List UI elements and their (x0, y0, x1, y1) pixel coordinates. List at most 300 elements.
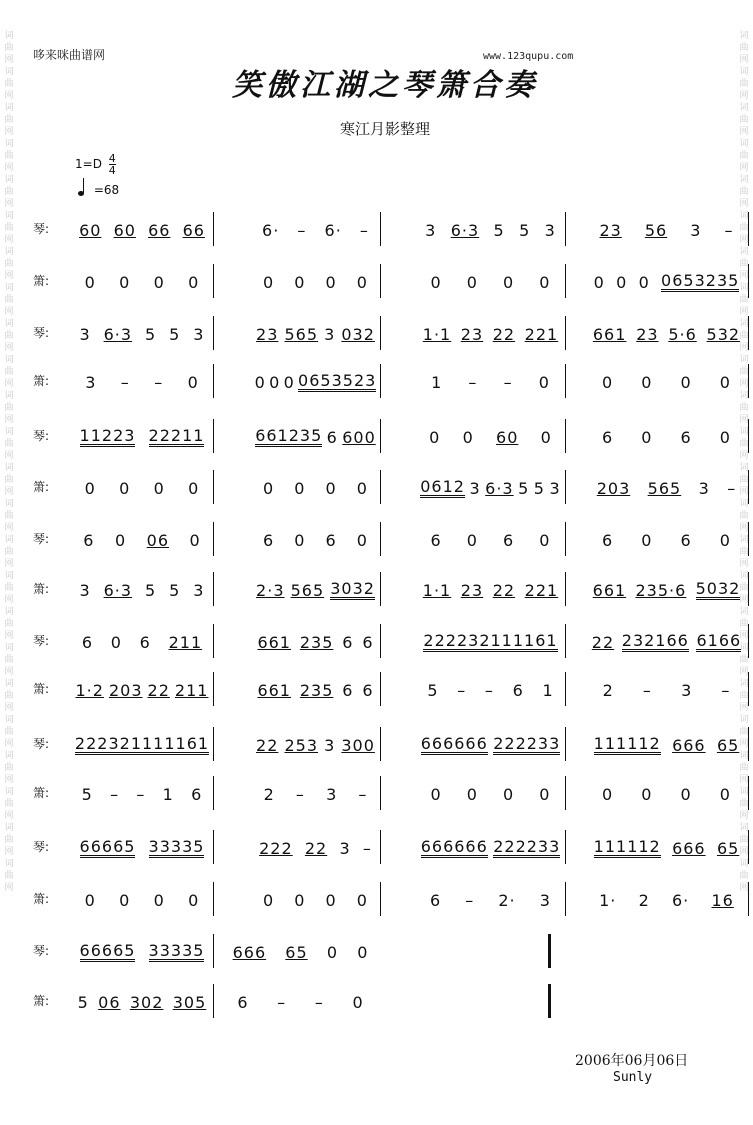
note-group: 222 (259, 838, 293, 858)
bar-line (213, 672, 214, 706)
bar-line (380, 624, 381, 658)
note-group: – (297, 220, 307, 240)
bar-line (748, 572, 749, 606)
watermark-char: 曲 (739, 367, 749, 377)
note-group: 3 (698, 478, 710, 498)
note-group: 0 (466, 784, 478, 804)
note-group: 0 (357, 942, 369, 962)
watermark-char: 曲 (4, 403, 14, 413)
measure (73, 218, 211, 242)
measure (73, 630, 211, 654)
note-group: 0 (188, 272, 200, 292)
bar-line (213, 572, 214, 606)
note-group: 0 (503, 272, 515, 292)
note-group: 0 (153, 478, 165, 498)
note-group: 0 (719, 530, 731, 550)
note-group: 1 (162, 784, 174, 804)
note-group: 222233 (493, 837, 561, 856)
note-group: 0 (466, 272, 478, 292)
watermark-char: 曲 (4, 799, 14, 809)
note-group: – (154, 372, 164, 392)
note-group: 0 (294, 530, 306, 550)
watermark-char: 词 (4, 679, 14, 689)
note-group: 66 (182, 220, 205, 240)
note-group: – (295, 784, 305, 804)
note-group: 6· (672, 890, 690, 910)
watermark-char: 词 (739, 283, 749, 293)
watermark-char: 曲 (739, 619, 749, 629)
watermark-char: 曲 (4, 475, 14, 485)
watermark-char: 词 (739, 391, 749, 401)
note-group: – (642, 680, 652, 700)
watermark-char: 网 (4, 415, 14, 425)
bar-line (380, 672, 381, 706)
watermark-char: 网 (4, 631, 14, 641)
score-row (33, 678, 731, 702)
note-group: – (362, 838, 372, 858)
bar-line (213, 776, 214, 810)
measure (253, 528, 378, 552)
watermark-char: 词 (739, 427, 749, 437)
note-group: 0 (110, 632, 122, 652)
bar-line (565, 212, 566, 246)
measure (73, 733, 211, 757)
watermark-char: 网 (739, 343, 749, 353)
measure (418, 322, 563, 346)
note-group: 1 (431, 372, 443, 392)
watermark-char: 词 (4, 499, 14, 509)
note-group: 0 (593, 272, 605, 292)
bar-line (380, 316, 381, 350)
note-group: 0 (325, 890, 337, 910)
watermark-char: 曲 (4, 223, 14, 233)
note-group: 6 (342, 632, 354, 652)
score-row (33, 888, 734, 912)
note-group: – (358, 784, 368, 804)
note-group: 235 (299, 680, 334, 700)
note-group: 22 (591, 632, 615, 652)
bar-line (748, 522, 749, 556)
bar-line (748, 776, 749, 810)
note-group: 6· (262, 220, 280, 240)
note-group: 0 (119, 890, 131, 910)
measure (253, 578, 378, 602)
measure (73, 528, 211, 552)
note-group: 60 (496, 427, 519, 447)
bar-line (748, 727, 749, 761)
watermark-char: 网 (739, 163, 749, 173)
note-group: 6166 (696, 631, 742, 650)
note-group: 203 (108, 680, 143, 700)
score-row (33, 370, 731, 394)
note-group: 0 (294, 272, 306, 292)
note-group: 6 (503, 530, 515, 550)
note-group: – (503, 372, 513, 392)
note-group: 3 (469, 478, 481, 498)
footer-date: 2006年06月06日 (575, 1053, 689, 1069)
watermark-char: 曲 (739, 223, 749, 233)
watermark-char: 网 (4, 343, 14, 353)
score-row (33, 218, 734, 242)
watermark-char: 网 (739, 631, 749, 641)
measure (588, 218, 745, 242)
note-group: 0653235 (661, 271, 740, 290)
note-group: – (484, 680, 494, 700)
note-group: 6 (81, 632, 94, 652)
measure (73, 578, 211, 602)
bar-line (380, 419, 381, 453)
note-group: 06 (98, 992, 121, 1012)
watermark-char: 曲 (4, 583, 14, 593)
note-group: 3 (425, 220, 437, 240)
watermark-char: 网 (739, 667, 749, 677)
note-group: 5 (519, 220, 531, 240)
watermark-char: 曲 (4, 655, 14, 665)
bar-line (565, 364, 566, 398)
instrument-label: 琴: (33, 944, 50, 958)
bar-line (213, 882, 214, 916)
note-group: 0 (263, 272, 275, 292)
bar-line (748, 316, 749, 350)
watermark-char: 曲 (4, 151, 14, 161)
watermark-char: 词 (739, 679, 749, 689)
note-group: 5 (427, 680, 439, 700)
watermark-char: 网 (4, 847, 14, 857)
note-group: – (359, 220, 369, 240)
note-group: 66665 (79, 941, 136, 960)
note-group: 0 (294, 478, 306, 498)
bar-line (565, 830, 566, 864)
note-group: 661 (257, 680, 291, 700)
note-group: 0 (719, 784, 731, 804)
arranger-credit: 寒江月影整理 (339, 120, 430, 138)
note-group: 6 (342, 680, 354, 700)
note-group: 232166 (621, 631, 689, 650)
watermark-char: 词 (4, 571, 14, 581)
watermark-char: 词 (4, 787, 14, 797)
note-group: 2 (638, 890, 650, 910)
watermark-char: 网 (4, 811, 14, 821)
watermark-char: 曲 (739, 547, 749, 557)
watermark-char: 网 (739, 883, 749, 893)
instrument-label: 箫: (33, 582, 50, 596)
watermark-char: 曲 (739, 439, 749, 449)
note-group: 666666 (420, 837, 488, 856)
measure (253, 218, 378, 242)
score-row (33, 425, 731, 449)
watermark-char: 网 (4, 199, 14, 209)
watermark-char: 网 (739, 307, 749, 317)
instrument-label: 琴: (33, 222, 50, 236)
note-group: 6·3 (485, 478, 514, 498)
bar-line (548, 934, 551, 968)
note-group: 22 (492, 324, 516, 344)
note-group: 6 (680, 427, 692, 447)
time-denominator: 4 (108, 164, 116, 177)
measure (418, 678, 563, 702)
right-watermark (737, 30, 751, 894)
measure (418, 425, 563, 449)
note-group: 2 (602, 680, 614, 700)
measure (73, 322, 211, 346)
watermark-char: 网 (739, 91, 749, 101)
measure (73, 270, 211, 294)
watermark-char: 词 (4, 823, 14, 833)
note-group: 11223 (79, 426, 136, 445)
bar-line (213, 316, 214, 350)
watermark-char: 词 (4, 607, 14, 617)
note-group: – (721, 680, 731, 700)
watermark-char: 网 (4, 235, 14, 245)
watermark-char: 曲 (739, 331, 749, 341)
watermark-char: 曲 (739, 403, 749, 413)
measure (73, 940, 211, 964)
watermark-char: 词 (739, 319, 749, 329)
note-group: 253 (284, 735, 319, 755)
note-group: 2· (498, 890, 516, 910)
note-group: 0 (325, 272, 337, 292)
note-group: 0 (641, 530, 653, 550)
watermark-char: 网 (4, 163, 14, 173)
bar-line (380, 776, 381, 810)
note-group: – (457, 680, 467, 700)
score-row (33, 322, 741, 346)
watermark-char: 网 (739, 703, 749, 713)
note-group: 5032 (695, 579, 741, 598)
bar-line (748, 264, 749, 298)
note-group: 565 (284, 324, 319, 344)
note-group: 300 (341, 735, 375, 755)
note-group: 0 (680, 784, 692, 804)
watermark-char: 曲 (4, 115, 14, 125)
watermark-char: 网 (4, 55, 14, 65)
note-group: 0 (119, 272, 131, 292)
watermark-char: 曲 (4, 295, 14, 305)
measure (253, 836, 378, 860)
watermark-char: 网 (739, 271, 749, 281)
note-group: 65 (285, 942, 308, 962)
watermark-char: 曲 (739, 295, 749, 305)
note-group: 0 (325, 478, 337, 498)
time-signature (109, 153, 116, 176)
note-group: 1 (542, 680, 554, 700)
watermark-char: 词 (739, 103, 749, 113)
note-group: – (727, 478, 737, 498)
watermark-char: 曲 (739, 655, 749, 665)
instrument-label: 箫: (33, 994, 50, 1008)
measure (418, 836, 563, 860)
bar-line (565, 776, 566, 810)
note-group: 0 (462, 427, 474, 447)
measure (73, 782, 211, 806)
measure (253, 888, 378, 912)
watermark-char: 词 (4, 67, 14, 77)
note-group: – (120, 372, 130, 392)
note-group: 3 (324, 324, 336, 344)
watermark-char: 曲 (739, 763, 749, 773)
bar-line (380, 572, 381, 606)
instrument-label: 箫: (33, 274, 50, 288)
watermark-char: 曲 (4, 691, 14, 701)
note-group: 6·3 (103, 324, 133, 344)
watermark-char: 网 (4, 883, 14, 893)
note-group: 0 (84, 478, 96, 498)
watermark-char: 词 (739, 463, 749, 473)
note-group: 6 (325, 530, 337, 550)
note-group: 235 (299, 632, 334, 652)
bar-line (548, 984, 551, 1018)
note-group: 0 (466, 530, 478, 550)
note-group: 600 (342, 427, 376, 447)
measure (418, 888, 563, 912)
watermark-char: 词 (739, 751, 749, 761)
note-group: 0 (153, 272, 165, 292)
note-group: – (136, 784, 146, 804)
measure (588, 476, 745, 500)
note-group: 60 (113, 220, 136, 240)
measure (418, 270, 563, 294)
bar-line (213, 212, 214, 246)
score-row (33, 990, 723, 1014)
watermark-char: 曲 (739, 43, 749, 53)
bar-line (748, 364, 749, 398)
measure (418, 528, 563, 552)
note-group: 3 (79, 324, 91, 344)
watermark-char: 曲 (4, 511, 14, 521)
watermark-char: 网 (4, 307, 14, 317)
score-row (33, 836, 740, 860)
note-group: 3 (690, 220, 702, 240)
watermark-char: 曲 (739, 259, 749, 269)
measure (73, 425, 211, 449)
watermark-char: 曲 (4, 871, 14, 881)
measure (418, 476, 563, 500)
watermark-char: 曲 (4, 43, 14, 53)
note-group: 22211 (148, 426, 205, 445)
note-group: 235·6 (635, 580, 687, 600)
note-group: 0 (153, 890, 165, 910)
note-group: 661 (257, 632, 291, 652)
watermark-char: 曲 (4, 547, 14, 557)
note-group: 33335 (148, 941, 205, 960)
note-group: 5 (169, 324, 181, 344)
bar-line (380, 364, 381, 398)
measure (253, 425, 378, 449)
note-group: 6·3 (450, 220, 480, 240)
watermark-char: 网 (739, 487, 749, 497)
note-group: 0 (254, 372, 266, 392)
measure (223, 940, 378, 964)
bar-line (213, 264, 214, 298)
watermark-char: 网 (739, 559, 749, 569)
bar-line (380, 470, 381, 504)
note-group: 0653523 (298, 371, 377, 390)
bar-line (748, 212, 749, 246)
note-group: 0 (616, 272, 628, 292)
site-url: www.123qupu.com (483, 51, 574, 62)
bar-line (748, 830, 749, 864)
bar-line (748, 624, 749, 658)
measure (73, 888, 211, 912)
score-row (33, 782, 731, 806)
note-group: 0 (540, 427, 552, 447)
watermark-char: 曲 (4, 727, 14, 737)
bar-line (213, 727, 214, 761)
note-group: 666 (672, 838, 706, 858)
watermark-char: 词 (4, 283, 14, 293)
tempo-marking (78, 183, 119, 197)
watermark-char: 词 (4, 751, 14, 761)
note-group: 1·2 (75, 680, 104, 700)
note-group: 661 (592, 580, 627, 600)
measure (253, 678, 378, 702)
note-group: 0 (119, 478, 131, 498)
note-group: 6 (326, 427, 338, 447)
note-group: 305 (172, 992, 207, 1012)
note-group: 0 (84, 890, 96, 910)
note-group: 0 (187, 372, 199, 392)
watermark-char: 词 (4, 391, 14, 401)
note-group: 111112 (593, 837, 661, 856)
measure (588, 425, 745, 449)
watermark-char: 网 (4, 739, 14, 749)
note-group: 0 (84, 272, 96, 292)
note-group: – (465, 890, 475, 910)
score-row (33, 630, 742, 654)
watermark-char: 词 (4, 139, 14, 149)
note-group: 565 (647, 478, 682, 498)
note-group: 5 (169, 580, 181, 600)
note-group: 3 (339, 838, 351, 858)
bar-line (565, 316, 566, 350)
note-group: 66665 (79, 837, 136, 856)
note-group: 221 (524, 580, 559, 600)
watermark-char: 词 (739, 787, 749, 797)
note-group: 6 (362, 632, 374, 652)
measure (418, 218, 563, 242)
instrument-label: 箫: (33, 786, 50, 800)
watermark-char: 网 (4, 451, 14, 461)
measure (253, 270, 378, 294)
score-row (33, 270, 740, 294)
note-group: 0 (429, 427, 441, 447)
measure (418, 630, 563, 654)
watermark-char: 曲 (4, 763, 14, 773)
instrument-label: 琴: (33, 429, 50, 443)
measure (253, 630, 378, 654)
measure (253, 370, 378, 394)
note-group: 65 (716, 735, 740, 755)
watermark-char: 网 (4, 559, 14, 569)
score-row (33, 476, 737, 500)
watermark-char: 网 (4, 595, 14, 605)
note-group: 0 (114, 530, 127, 550)
bar-line (213, 364, 214, 398)
note-group: 0 (263, 478, 275, 498)
note-group: 5 (77, 992, 89, 1012)
watermark-char: 曲 (4, 439, 14, 449)
watermark-char: 词 (4, 535, 14, 545)
note-group: – (110, 784, 120, 804)
note-group: 0 (430, 272, 442, 292)
watermark-char: 曲 (4, 79, 14, 89)
measure (588, 888, 745, 912)
bar-line (565, 624, 566, 658)
bar-line (213, 470, 214, 504)
note-group: 5 (518, 478, 530, 498)
watermark-char: 词 (4, 643, 14, 653)
measure (73, 370, 211, 394)
